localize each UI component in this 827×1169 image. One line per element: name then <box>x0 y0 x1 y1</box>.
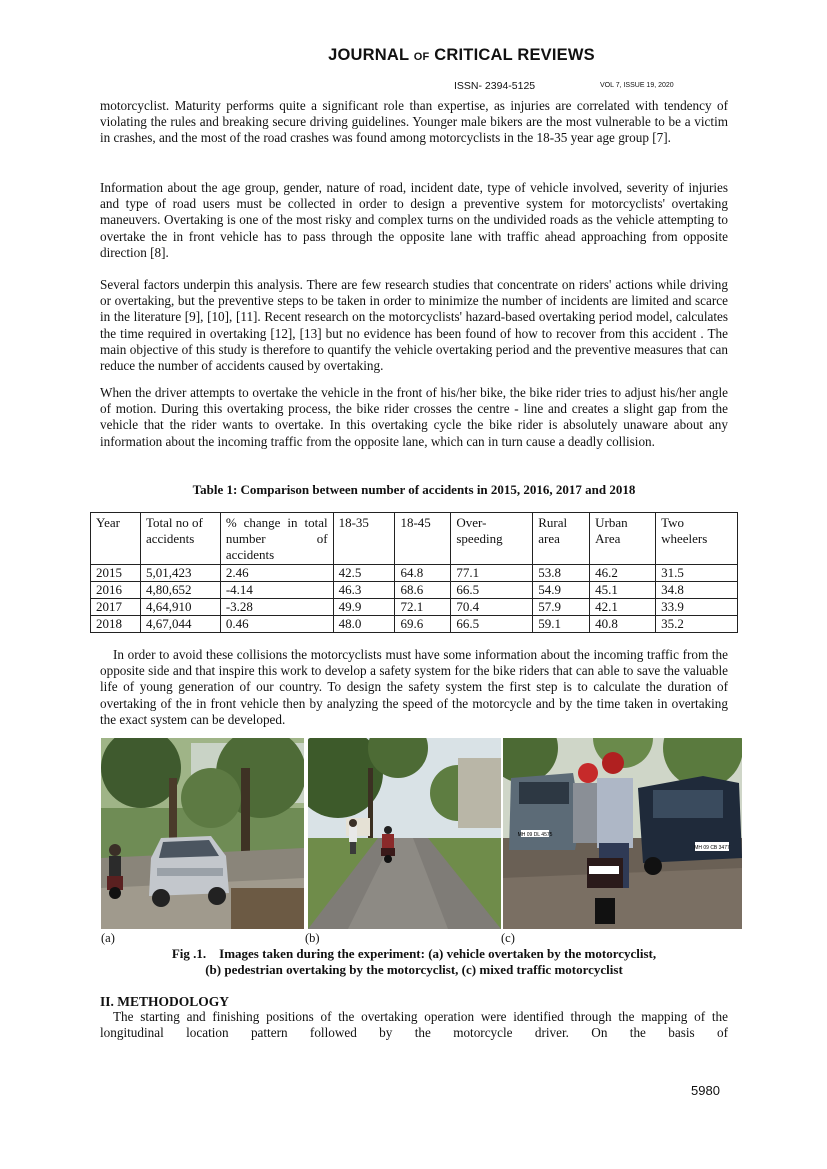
table-cell: 57.9 <box>533 599 590 616</box>
paragraph-2: Information about the age group, gender, nature of road, incident date, type of vehicle involved, severity of injuries and type of road users must be collected in order to design a preventive system for motorcyclists' overtaking maneuvers. Overtaking is one of the most risky and complex turns on the undivided roads as the vehicle attempting to overtake the in front vehicle has to pass through the opposite lane with traffic ahead approaching from opposite direction [8]. <box>100 180 728 260</box>
journal-word-1: JOURNAL <box>328 46 409 64</box>
table-cell: 2018 <box>91 616 141 633</box>
table-caption: Table 1: Comparison between number of accidents in 2015, 2016, 2017 and 2018 <box>192 482 636 497</box>
table-cell: 4,67,044 <box>140 616 220 633</box>
table-cell: 72.1 <box>395 599 451 616</box>
table-cell: 54.9 <box>533 582 590 599</box>
paragraph-4: When the driver attempts to overtake the vehicle in the front of his/her bike, the bike rider tries to adjust his/her angle of motion. During this overtaking process, the bike rider crosses the centre - line and creates a slight gap from the vehicle that the rider wants to overtake. In this overtaking cycle the bike rider is absolutely unaware about any information about the incoming traffic from the opposite lane, which can in turn cause a deadly collision. <box>100 385 728 449</box>
figure-caption <box>100 946 728 978</box>
table-cell: 4,80,652 <box>140 582 220 599</box>
col-header-urban: Urban Area <box>590 513 656 565</box>
table-cell: 69.6 <box>395 616 451 633</box>
table-cell: 0.46 <box>220 616 333 633</box>
table-cell: 66.5 <box>451 616 533 633</box>
volume-issue: VOL 7, ISSUE 19, 2020 <box>600 82 674 89</box>
table-row <box>91 582 738 599</box>
paragraph-6: The starting and finishing positions of the overtaking operation were identified through the mapping of the longitudinal location pattern followed by the motorcycle driver. On the basis of <box>100 1009 728 1041</box>
col-header-year: Year <box>91 513 141 565</box>
plate-text-2: MH 09 CB 3477 <box>694 845 730 851</box>
table-cell: 33.9 <box>656 599 738 616</box>
table-cell: 68.6 <box>395 582 451 599</box>
photo-c <box>503 738 742 929</box>
figure-caption-line-1: Fig .1. Images taken during the experiment: (a) vehicle overtaken by the motorcyclist, <box>171 946 657 961</box>
table-cell: 42.5 <box>333 565 395 582</box>
table-cell: 40.8 <box>590 616 656 633</box>
table-cell: 48.0 <box>333 616 395 633</box>
plate-text-1: MH 09 DL 4575 <box>517 832 553 838</box>
table-cell: 46.3 <box>333 582 395 599</box>
paragraph-1: motorcyclist. Maturity performs quite a significant role than expertise, as injuries are correlated with tendency of violating the rules and breaking secure driving guidelines. Younger male bikers are the most vulnerable to be a victim in crashes, and the most of the road crashes was found among motorcyclists in the 18-35 year age group [7]. <box>100 98 728 146</box>
journal-of: OF <box>413 51 430 63</box>
col-header-overspeeding: Over-speeding <box>451 513 533 565</box>
figure-1-images <box>101 738 742 929</box>
table-cell: 45.1 <box>590 582 656 599</box>
table-cell: 77.1 <box>451 565 533 582</box>
page-number: 5980 <box>691 1083 720 1098</box>
table-row <box>91 599 738 616</box>
journal-word-2: CRITICAL REVIEWS <box>434 46 595 64</box>
col-header-18-35: 18-35 <box>333 513 395 565</box>
table-cell: 2017 <box>91 599 141 616</box>
col-header-18-45: 18-45 <box>395 513 451 565</box>
col-header-two-wheelers: Two wheelers <box>656 513 738 565</box>
table-row <box>91 616 738 633</box>
table-cell: 2016 <box>91 582 141 599</box>
table-cell: 34.8 <box>656 582 738 599</box>
table-cell: 66.5 <box>451 582 533 599</box>
table-cell: 2015 <box>91 565 141 582</box>
figure-caption-line-2: (b) pedestrian overtaking by the motorcyclist, (c) mixed traffic motorcyclist <box>205 962 623 977</box>
figure-label-b: (b) <box>305 931 320 945</box>
table-cell: 35.2 <box>656 616 738 633</box>
paragraph-3: Several factors underpin this analysis. There are few research studies that concentrate on riders' actions while driving or overtaking, but the preventive steps to be taken in order to minimize the number of incidents are limited and scarce in the literature [9], [10], [11]. Recent research on the motorcyclists' hazard-based overtaking period model, calculates the time required in overtaking [12], [13] but no evidence has been found of how to recover from this accident . The main objective of this study is therefore to quantify the vehicle overtaking period and the preventive measures that can reduce the number of accidents caused by overtaking. <box>100 277 728 374</box>
table-cell: -4.14 <box>220 582 333 599</box>
issn: ISSN- 2394-5125 <box>454 80 536 92</box>
journal-title <box>0 46 827 65</box>
col-header-change: % change in total number of accidents <box>220 513 333 565</box>
table-cell: 53.8 <box>533 565 590 582</box>
table-cell: -3.28 <box>220 599 333 616</box>
table-cell: 42.1 <box>590 599 656 616</box>
table-cell: 64.8 <box>395 565 451 582</box>
col-header-total: Total no of accidents <box>140 513 220 565</box>
table-row <box>91 565 738 582</box>
accidents-table <box>90 512 738 633</box>
table-header-row <box>91 513 738 565</box>
table-cell: 59.1 <box>533 616 590 633</box>
section-heading: II. METHODOLOGY <box>100 994 230 1009</box>
col-header-rural: Rural area <box>533 513 590 565</box>
table-cell: 4,64,910 <box>140 599 220 616</box>
paragraph-5: In order to avoid these collisions the motorcyclists must have some information about the incoming traffic from the opposite side and that inspire this work to develop a safety system for the bike riders that can able to save the valuable life of young generation of our country. To design the safety system the first step is to calculate the duration of overtaking of the in front vehicle then by analyzing the speed of the motorcycle and by the time taken in overtaking the exact system can be developed. <box>100 647 728 727</box>
table-cell: 2.46 <box>220 565 333 582</box>
photo-b <box>308 738 501 929</box>
table-cell: 46.2 <box>590 565 656 582</box>
table-cell: 70.4 <box>451 599 533 616</box>
table-cell: 49.9 <box>333 599 395 616</box>
figure-label-a: (a) <box>101 931 115 945</box>
table-cell: 5,01,423 <box>140 565 220 582</box>
photo-a <box>101 738 304 929</box>
table-cell: 31.5 <box>656 565 738 582</box>
figure-label-c: (c) <box>501 931 515 945</box>
